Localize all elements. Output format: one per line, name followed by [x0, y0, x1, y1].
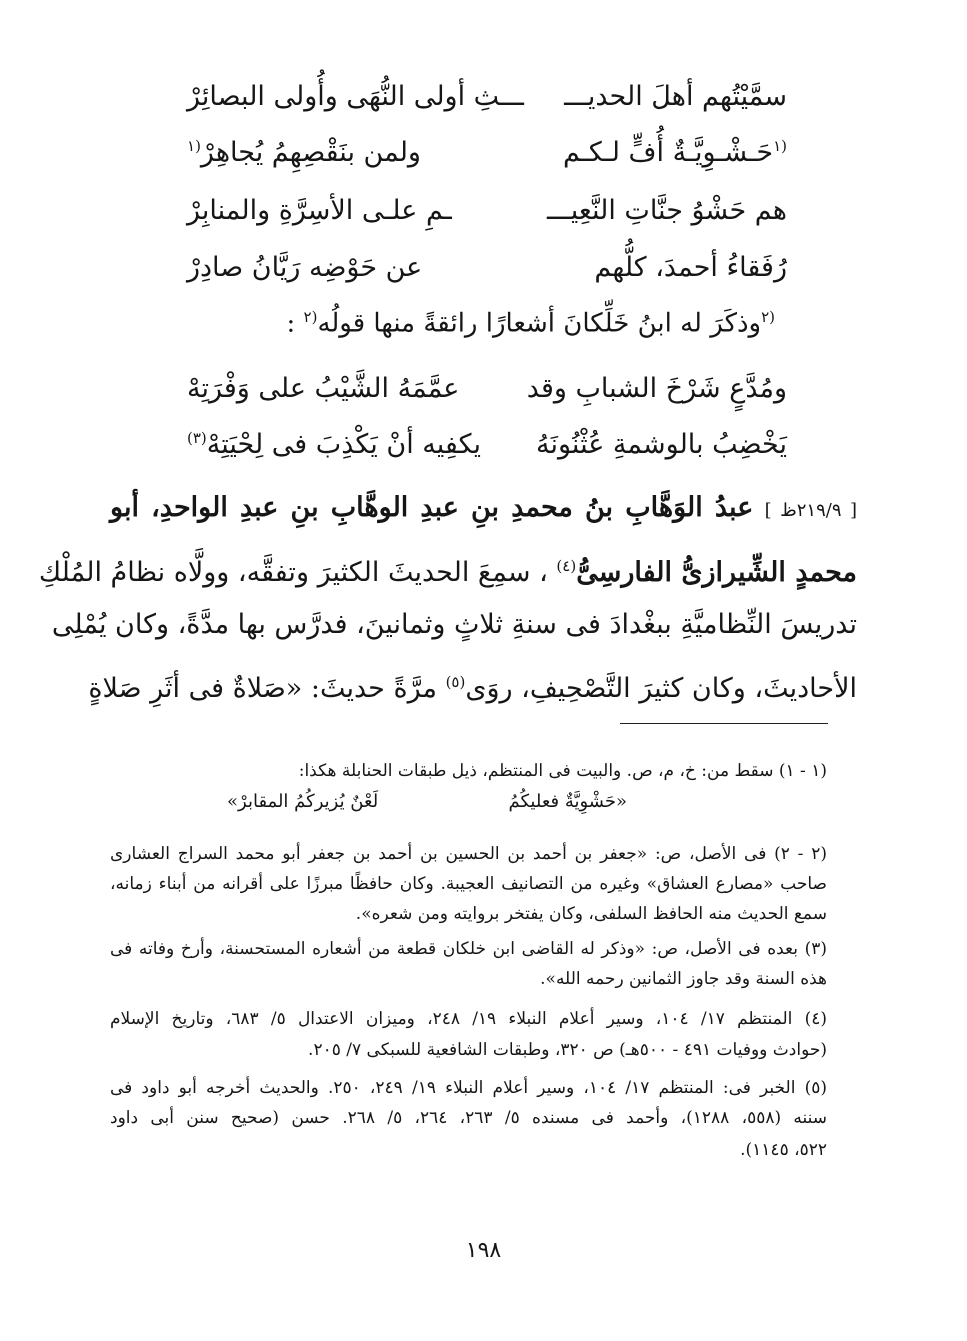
poem2-verse-2 [187, 424, 787, 464]
hemistich-left: عن حَوْضِه رَيَّانُ صادِرْ [187, 251, 423, 283]
footnote-5-line-2: سننه (٥٥٨، ١٢٨٨)، وأحمد فى مسنده ٥/ ٢٦٣، ٢٦٤، ٥/ ٢٦٨. حسن (صحيح سنن أبى داود [110, 1108, 828, 1128]
footnote-5-line-3: ٥٢٢، ١١٤٥). [740, 1140, 827, 1160]
footnote-2-line-2: صاحب «مصارع العشاق» وغيره من التصانيف العجيبة. وكان حافظًا مبرزًا على أقرانه من أبناء زمانه، [110, 874, 827, 894]
entry-name: عبدُ الوَهَّابِ بنُ محمدِ بنِ عبدِ الوهَّابِ بنِ عبدِ الواحدِ، أبو [110, 492, 754, 523]
poem1-verse-4 [187, 247, 787, 287]
poem1-verse-2 [187, 132, 787, 172]
manuscript-ref: [ ٢١٩/٩ظ ] [764, 500, 857, 521]
footnote-marker: (٣) [187, 428, 207, 447]
footnote-4-line-1: (٤) المنتظم ١٧/ ١٠٤، وسير أعلام النبلاء ١٩/ ٢٤٨، وميزان الاعتدال ٥/ ٦٨٣، وتاريخ الإسلام [110, 1009, 827, 1029]
hemistich-right: هم حَشْوُ جنَّاتِ النَّعِيـــ [547, 194, 787, 226]
hemistich-right: يَخْضِبُ بالوشمةِ عُثْنُونَهُ [535, 428, 787, 460]
hemistich-right: «حَشْوِيَّةٌ فعليكُمُ [508, 791, 627, 812]
footnote-2-line-3: سمع الحديث منه الحافظ السلفى، وكان يفتخر بروايته ومن شعره». [355, 904, 827, 924]
hemistich-right: سمَّيْتُهم أهلَ الحديـــ [564, 80, 787, 112]
footnote-marker: (١ [773, 136, 787, 155]
hemistich-right: ومُدَّعٍ شَرْخَ الشبابِ وقد [526, 372, 787, 404]
hemistich-left: يكفِيه أنْ يَكْذِبَ فى لِحْيَتِهْ$^{(٣)}$ [187, 428, 481, 460]
hemistich-right: رُفَقاءُ أحمدَ، كلُّهم [594, 251, 787, 283]
footnote-1-verse [227, 791, 627, 821]
hemistich-left: لَعْنٌ يُزيركُمُ المقابرْ» [227, 791, 379, 812]
intro-line: $^{(٢}$وذكَرَ له ابنُ خَلِّكانَ أشعارًا رائقةً منها قولُه$^{(٢}$ : [286, 308, 775, 339]
biography-line-3: تدريسَ النِّظاميَّةِ ببغْدادَ فى سنةِ ثلاثٍ وثمانينَ، فدرَّس بها مدَّةً، وكان يُمْلِى [51, 609, 857, 640]
hemistich-left: عمَّمَهُ الشَّيْبُ على وَفْرَتِهْ [187, 372, 460, 404]
biography-line-1 [110, 486, 857, 533]
hemistich-left: ولمن بنَقْصِهِمُ يُجاهِرْ$^{(١}$ [187, 136, 421, 168]
footnote-5-line-1: (٥) الخبر فى: المنتظم ١٧/ ١٠٤، وسير أعلام النبلاء ١٩/ ٢٤٩، ٢٥٠. والحديث أخرجه أبو داود فى [110, 1078, 827, 1098]
footnote-1: (١ - ١) سقط من: خ، م، ص. والبيت فى المنتظم، ذيل طبقات الحنابلة هكذا: [298, 761, 827, 781]
footnote-4-line-2: (حوادث ووفيات ٤٩١ - ٥٠٠هـ) ص ٣٢٠، وطبقات الشافعية للسبكى ٧/ ٢٠٥. [308, 1040, 827, 1060]
footnote-marker: (٢ [761, 308, 775, 326]
biography-line-4: الأحاديثَ، وكان كثيرَ التَّصْحِيفِ، روَى$^{(٥)}$ مرَّةً حديثَ: «صَلاةٌ فى أثَرِ صَلاةٍ [88, 673, 857, 704]
hemistich-left: ـــثِ أولى النُّهَى وأُولى البصائِرْ [187, 80, 524, 112]
poem2-verse-1 [187, 368, 787, 408]
footnote-marker: (٢ [303, 308, 318, 326]
entry-name-cont: محمدٍ الشِّيرازىُّ الفارسِىُّ [576, 557, 857, 588]
hemistich-right: $^{(١}$حَـشْـوِيَّـةٌ أُفٍّ لـكـم [563, 136, 787, 168]
footnote-2-line-1: (٢ - ٢) فى الأصل، ص: «جعفر بن أحمد بن الحسين بن أحمد بن جعفر أبو محمد السراج العشارى [110, 844, 827, 864]
page-number: ١٩٨ [465, 1238, 502, 1263]
footnote-marker: (٤) [556, 557, 577, 575]
footnote-3-line-2: هذه السنة وقد جاوز الثمانين رحمه الله». [540, 969, 827, 989]
footnote-divider [620, 723, 828, 724]
poem1-verse-3 [187, 190, 787, 230]
footnote-3-line-1: (٣) بعده فى الأصل، ص: «وذكر له القاضى ابن خلكان قطعة من أشعاره المستحسنة، وأرخ وفاته فى [110, 939, 827, 959]
poem1-verse-1 [187, 76, 787, 116]
footnote-marker: (٥) [445, 673, 466, 691]
hemistich-left: ـمِ علـى الأسِرَّةِ والمنابِرْ [187, 194, 452, 226]
footnote-marker: (١ [187, 136, 201, 155]
biography-line-2: محمدٍ الشِّيرازىُّ الفارسِىُّ$^{(٤)}$ ، سمِعَ الحديثَ الكثيرَ وتفقَّه، وولَّاه نظامُ المُلْكِ [38, 557, 857, 588]
